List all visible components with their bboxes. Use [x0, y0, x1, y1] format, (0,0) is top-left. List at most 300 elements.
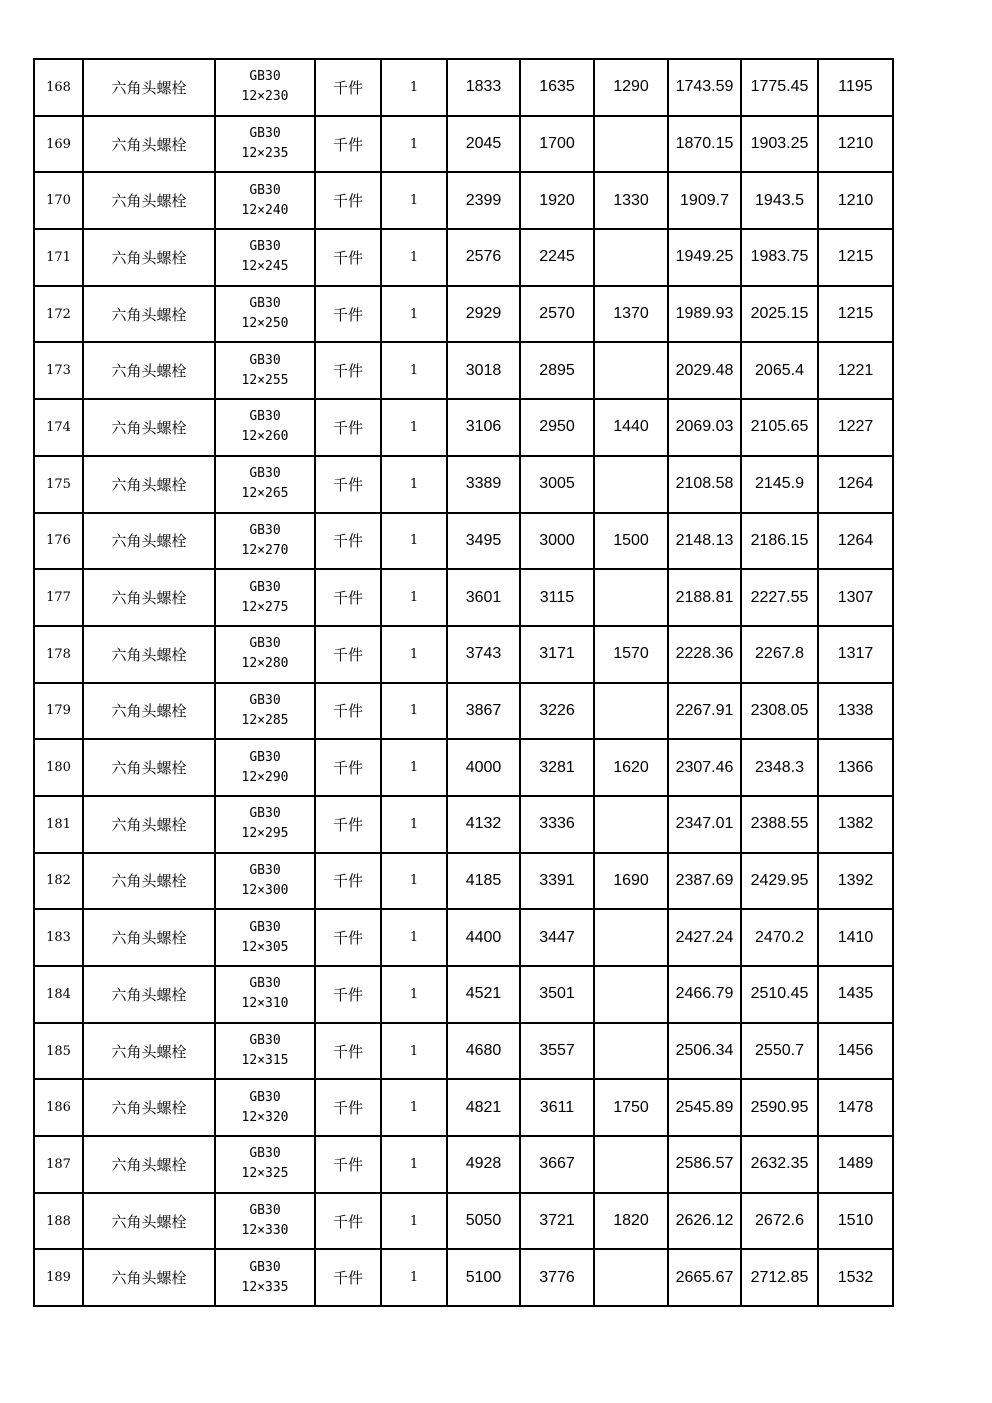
cell-value-6: 1215	[818, 286, 893, 343]
cell-value-1: 3389	[447, 456, 520, 513]
table-row	[34, 853, 893, 910]
spec-standard: GB30	[249, 466, 281, 482]
cell-value-2: 2245	[520, 229, 594, 286]
cell-value-5: 2632.35	[741, 1136, 818, 1193]
cell-quantity: 1	[381, 626, 447, 683]
cell-quantity: 1	[381, 1249, 447, 1306]
cell-value-4: 2387.69	[668, 853, 741, 910]
spec-standard: GB30	[249, 239, 281, 255]
spec-size: 12×315	[241, 1053, 289, 1069]
cell-number: 183	[34, 909, 83, 966]
cell-value-2: 3005	[520, 456, 594, 513]
cell-product-name: 六角头螺栓	[83, 739, 215, 796]
cell-number: 178	[34, 626, 83, 683]
cell-specification	[215, 229, 315, 286]
cell-product-name: 六角头螺栓	[83, 1023, 215, 1080]
spec-size: 12×235	[241, 146, 289, 162]
cell-value-1: 4000	[447, 739, 520, 796]
cell-value-3: 1750	[594, 1079, 668, 1136]
cell-quantity: 1	[381, 683, 447, 740]
cell-quantity: 1	[381, 399, 447, 456]
cell-value-1: 3601	[447, 569, 520, 626]
table-row	[34, 513, 893, 570]
spec-size: 12×240	[241, 202, 289, 218]
cell-value-2: 3336	[520, 796, 594, 853]
cell-value-6: 1392	[818, 853, 893, 910]
cell-value-3: 1290	[594, 59, 668, 116]
cell-value-6: 1410	[818, 909, 893, 966]
spec-size: 12×260	[241, 429, 289, 445]
cell-value-6: 1210	[818, 172, 893, 229]
spec-standard: GB30	[249, 806, 281, 822]
cell-specification	[215, 1023, 315, 1080]
cell-value-1: 4521	[447, 966, 520, 1023]
cell-product-name: 六角头螺栓	[83, 399, 215, 456]
cell-product-name: 六角头螺栓	[83, 966, 215, 1023]
cell-value-1: 4928	[447, 1136, 520, 1193]
cell-value-6: 1264	[818, 513, 893, 570]
cell-value-6: 1307	[818, 569, 893, 626]
cell-value-3	[594, 966, 668, 1023]
cell-specification	[215, 683, 315, 740]
cell-unit: 千件	[315, 1249, 381, 1306]
cell-unit: 千件	[315, 513, 381, 570]
spec-standard: GB30	[249, 409, 281, 425]
spec-size: 12×310	[241, 996, 289, 1012]
cell-value-2: 3667	[520, 1136, 594, 1193]
table-row	[34, 116, 893, 173]
cell-value-2: 3171	[520, 626, 594, 683]
spec-standard: GB30	[249, 182, 281, 198]
cell-number: 189	[34, 1249, 83, 1306]
table-row	[34, 456, 893, 513]
cell-number: 169	[34, 116, 83, 173]
table-row	[34, 1079, 893, 1136]
cell-value-5: 2470.2	[741, 909, 818, 966]
cell-specification	[215, 1079, 315, 1136]
cell-quantity: 1	[381, 1079, 447, 1136]
cell-value-5: 2388.55	[741, 796, 818, 853]
cell-value-5: 2510.45	[741, 966, 818, 1023]
cell-value-1: 4132	[447, 796, 520, 853]
spec-standard: GB30	[249, 522, 281, 538]
cell-specification	[215, 513, 315, 570]
cell-unit: 千件	[315, 399, 381, 456]
spec-standard: GB30	[249, 1146, 281, 1162]
cell-specification	[215, 1249, 315, 1306]
cell-specification	[215, 853, 315, 910]
cell-value-3	[594, 796, 668, 853]
cell-value-3: 1690	[594, 853, 668, 910]
cell-unit: 千件	[315, 1023, 381, 1080]
cell-quantity: 1	[381, 172, 447, 229]
cell-value-3: 1620	[594, 739, 668, 796]
cell-value-1: 4680	[447, 1023, 520, 1080]
cell-specification	[215, 1136, 315, 1193]
cell-value-3: 1500	[594, 513, 668, 570]
cell-value-6: 1264	[818, 456, 893, 513]
cell-product-name: 六角头螺栓	[83, 683, 215, 740]
cell-value-2: 3501	[520, 966, 594, 1023]
cell-value-5: 2186.15	[741, 513, 818, 570]
table-row	[34, 966, 893, 1023]
cell-unit: 千件	[315, 229, 381, 286]
cell-product-name: 六角头螺栓	[83, 116, 215, 173]
cell-value-3	[594, 1249, 668, 1306]
cell-value-3: 1370	[594, 286, 668, 343]
cell-value-6: 1382	[818, 796, 893, 853]
cell-value-4: 2267.91	[668, 683, 741, 740]
cell-value-1: 5100	[447, 1249, 520, 1306]
cell-value-6: 1435	[818, 966, 893, 1023]
cell-value-1: 2045	[447, 116, 520, 173]
cell-product-name: 六角头螺栓	[83, 456, 215, 513]
table-row	[34, 626, 893, 683]
cell-value-5: 2429.95	[741, 853, 818, 910]
cell-value-1: 4400	[447, 909, 520, 966]
cell-quantity: 1	[381, 342, 447, 399]
cell-number: 172	[34, 286, 83, 343]
table-row	[34, 796, 893, 853]
cell-product-name: 六角头螺栓	[83, 796, 215, 853]
cell-value-4: 2665.67	[668, 1249, 741, 1306]
cell-value-2: 3391	[520, 853, 594, 910]
cell-product-name: 六角头螺栓	[83, 853, 215, 910]
cell-value-2: 3000	[520, 513, 594, 570]
cell-value-1: 3018	[447, 342, 520, 399]
cell-number: 188	[34, 1193, 83, 1250]
cell-number: 170	[34, 172, 83, 229]
cell-specification	[215, 626, 315, 683]
cell-number: 173	[34, 342, 83, 399]
cell-specification	[215, 569, 315, 626]
cell-product-name: 六角头螺栓	[83, 229, 215, 286]
cell-number: 179	[34, 683, 83, 740]
cell-value-4: 2427.24	[668, 909, 741, 966]
cell-value-6: 1338	[818, 683, 893, 740]
cell-value-3	[594, 909, 668, 966]
cell-specification	[215, 966, 315, 1023]
cell-specification	[215, 59, 315, 116]
cell-quantity: 1	[381, 1136, 447, 1193]
cell-unit: 千件	[315, 739, 381, 796]
spec-size: 12×275	[241, 599, 289, 615]
cell-value-5: 2065.4	[741, 342, 818, 399]
cell-value-5: 2550.7	[741, 1023, 818, 1080]
cell-value-1: 3495	[447, 513, 520, 570]
spec-standard: GB30	[249, 636, 281, 652]
table-row	[34, 172, 893, 229]
cell-number: 187	[34, 1136, 83, 1193]
cell-value-2: 3115	[520, 569, 594, 626]
cell-unit: 千件	[315, 796, 381, 853]
spec-size: 12×335	[241, 1279, 289, 1295]
cell-value-5: 2672.6	[741, 1193, 818, 1250]
cell-value-3	[594, 569, 668, 626]
cell-value-4: 2148.13	[668, 513, 741, 570]
cell-unit: 千件	[315, 59, 381, 116]
cell-specification	[215, 456, 315, 513]
cell-number: 186	[34, 1079, 83, 1136]
cell-quantity: 1	[381, 286, 447, 343]
cell-number: 180	[34, 739, 83, 796]
cell-value-4: 2108.58	[668, 456, 741, 513]
cell-value-6: 1489	[818, 1136, 893, 1193]
cell-product-name: 六角头螺栓	[83, 286, 215, 343]
spec-size: 12×255	[241, 372, 289, 388]
spec-standard: GB30	[249, 976, 281, 992]
cell-quantity: 1	[381, 229, 447, 286]
cell-quantity: 1	[381, 966, 447, 1023]
spec-size: 12×320	[241, 1109, 289, 1125]
spec-standard: GB30	[249, 579, 281, 595]
spec-standard: GB30	[249, 352, 281, 368]
cell-value-6: 1215	[818, 229, 893, 286]
cell-product-name: 六角头螺栓	[83, 172, 215, 229]
cell-unit: 千件	[315, 1136, 381, 1193]
cell-number: 171	[34, 229, 83, 286]
cell-value-5: 2227.55	[741, 569, 818, 626]
cell-unit: 千件	[315, 456, 381, 513]
cell-product-name: 六角头螺栓	[83, 513, 215, 570]
cell-value-5: 2712.85	[741, 1249, 818, 1306]
table-row	[34, 1193, 893, 1250]
spec-size: 12×300	[241, 882, 289, 898]
table-row	[34, 229, 893, 286]
cell-value-5: 2267.8	[741, 626, 818, 683]
cell-product-name: 六角头螺栓	[83, 626, 215, 683]
spec-standard: GB30	[249, 919, 281, 935]
cell-value-4: 2545.89	[668, 1079, 741, 1136]
cell-value-2: 3281	[520, 739, 594, 796]
cell-value-3	[594, 1023, 668, 1080]
cell-unit: 千件	[315, 286, 381, 343]
cell-specification	[215, 116, 315, 173]
cell-value-3	[594, 1136, 668, 1193]
cell-value-1: 4185	[447, 853, 520, 910]
cell-value-1: 3106	[447, 399, 520, 456]
spec-standard: GB30	[249, 296, 281, 312]
cell-value-2: 2950	[520, 399, 594, 456]
cell-product-name: 六角头螺栓	[83, 1193, 215, 1250]
cell-value-5: 1903.25	[741, 116, 818, 173]
cell-specification	[215, 286, 315, 343]
cell-value-4: 1870.15	[668, 116, 741, 173]
cell-value-5: 1983.75	[741, 229, 818, 286]
cell-value-4: 2506.34	[668, 1023, 741, 1080]
spec-size: 12×265	[241, 486, 289, 502]
cell-unit: 千件	[315, 569, 381, 626]
table-row	[34, 1249, 893, 1306]
table-body	[34, 59, 893, 1306]
cell-quantity: 1	[381, 853, 447, 910]
cell-value-4: 2029.48	[668, 342, 741, 399]
spec-size: 12×250	[241, 316, 289, 332]
table-row	[34, 1023, 893, 1080]
spec-standard: GB30	[249, 1089, 281, 1105]
cell-value-2: 3611	[520, 1079, 594, 1136]
cell-value-2: 1920	[520, 172, 594, 229]
cell-product-name: 六角头螺栓	[83, 1136, 215, 1193]
cell-value-4: 2188.81	[668, 569, 741, 626]
spec-size: 12×295	[241, 826, 289, 842]
cell-specification	[215, 342, 315, 399]
cell-number: 182	[34, 853, 83, 910]
spec-size: 12×325	[241, 1166, 289, 1182]
cell-unit: 千件	[315, 116, 381, 173]
cell-number: 184	[34, 966, 83, 1023]
cell-specification	[215, 739, 315, 796]
cell-value-6: 1456	[818, 1023, 893, 1080]
cell-value-4: 1989.93	[668, 286, 741, 343]
cell-value-3: 1820	[594, 1193, 668, 1250]
cell-unit: 千件	[315, 966, 381, 1023]
spec-size: 12×270	[241, 542, 289, 558]
spec-size: 12×330	[241, 1223, 289, 1239]
cell-value-4: 2626.12	[668, 1193, 741, 1250]
cell-value-2: 3226	[520, 683, 594, 740]
cell-value-2: 1700	[520, 116, 594, 173]
table-row	[34, 59, 893, 116]
spec-standard: GB30	[249, 862, 281, 878]
cell-value-6: 1210	[818, 116, 893, 173]
spec-standard: GB30	[249, 126, 281, 142]
cell-number: 168	[34, 59, 83, 116]
cell-value-2: 3447	[520, 909, 594, 966]
cell-unit: 千件	[315, 342, 381, 399]
cell-value-3	[594, 116, 668, 173]
cell-unit: 千件	[315, 853, 381, 910]
spec-standard: GB30	[249, 692, 281, 708]
cell-value-5: 2348.3	[741, 739, 818, 796]
cell-quantity: 1	[381, 116, 447, 173]
cell-value-4: 2307.46	[668, 739, 741, 796]
cell-quantity: 1	[381, 569, 447, 626]
cell-value-5: 2025.15	[741, 286, 818, 343]
cell-value-5: 2590.95	[741, 1079, 818, 1136]
cell-value-2: 2895	[520, 342, 594, 399]
cell-product-name: 六角头螺栓	[83, 59, 215, 116]
cell-value-5: 1943.5	[741, 172, 818, 229]
cell-value-3: 1330	[594, 172, 668, 229]
cell-value-1: 3743	[447, 626, 520, 683]
spec-standard: GB30	[249, 749, 281, 765]
cell-value-5: 1775.45	[741, 59, 818, 116]
cell-value-6: 1195	[818, 59, 893, 116]
cell-value-3	[594, 342, 668, 399]
cell-value-5: 2145.9	[741, 456, 818, 513]
spec-size: 12×285	[241, 712, 289, 728]
cell-value-1: 3867	[447, 683, 520, 740]
cell-product-name: 六角头螺栓	[83, 569, 215, 626]
cell-quantity: 1	[381, 1023, 447, 1080]
cell-specification	[215, 399, 315, 456]
cell-unit: 千件	[315, 683, 381, 740]
cell-number: 181	[34, 796, 83, 853]
cell-value-6: 1510	[818, 1193, 893, 1250]
cell-unit: 千件	[315, 626, 381, 683]
spec-standard: GB30	[249, 69, 281, 85]
cell-quantity: 1	[381, 739, 447, 796]
cell-value-4: 2069.03	[668, 399, 741, 456]
cell-value-4: 2347.01	[668, 796, 741, 853]
spec-standard: GB30	[249, 1259, 281, 1275]
cell-number: 176	[34, 513, 83, 570]
cell-value-4: 1743.59	[668, 59, 741, 116]
cell-number: 177	[34, 569, 83, 626]
cell-value-6: 1221	[818, 342, 893, 399]
cell-value-6: 1227	[818, 399, 893, 456]
cell-specification	[215, 1193, 315, 1250]
cell-value-2: 3721	[520, 1193, 594, 1250]
table-row	[34, 569, 893, 626]
spec-size: 12×245	[241, 259, 289, 275]
cell-unit: 千件	[315, 1079, 381, 1136]
cell-unit: 千件	[315, 172, 381, 229]
cell-value-1: 1833	[447, 59, 520, 116]
cell-product-name: 六角头螺栓	[83, 1249, 215, 1306]
cell-product-name: 六角头螺栓	[83, 1079, 215, 1136]
cell-value-5: 2105.65	[741, 399, 818, 456]
cell-value-1: 2929	[447, 286, 520, 343]
spec-size: 12×230	[241, 89, 289, 105]
spec-size: 12×290	[241, 769, 289, 785]
cell-value-1: 5050	[447, 1193, 520, 1250]
cell-quantity: 1	[381, 909, 447, 966]
spec-size: 12×280	[241, 656, 289, 672]
cell-value-1: 2576	[447, 229, 520, 286]
cell-value-1: 4821	[447, 1079, 520, 1136]
table-row	[34, 739, 893, 796]
cell-value-6: 1366	[818, 739, 893, 796]
spec-standard: GB30	[249, 1033, 281, 1049]
cell-value-3: 1440	[594, 399, 668, 456]
cell-value-3: 1570	[594, 626, 668, 683]
table-row	[34, 342, 893, 399]
cell-value-6: 1317	[818, 626, 893, 683]
cell-value-4: 1909.7	[668, 172, 741, 229]
cell-unit: 千件	[315, 1193, 381, 1250]
cell-quantity: 1	[381, 59, 447, 116]
cell-value-1: 2399	[447, 172, 520, 229]
cell-value-6: 1532	[818, 1249, 893, 1306]
table-row	[34, 683, 893, 740]
cell-quantity: 1	[381, 796, 447, 853]
cell-value-2: 3557	[520, 1023, 594, 1080]
price-table	[33, 58, 894, 1307]
cell-specification	[215, 909, 315, 966]
cell-value-2: 3776	[520, 1249, 594, 1306]
cell-value-2: 2570	[520, 286, 594, 343]
spec-standard: GB30	[249, 1203, 281, 1219]
cell-number: 175	[34, 456, 83, 513]
cell-specification	[215, 172, 315, 229]
cell-quantity: 1	[381, 1193, 447, 1250]
cell-unit: 千件	[315, 909, 381, 966]
cell-value-3	[594, 229, 668, 286]
cell-specification	[215, 796, 315, 853]
cell-value-6: 1478	[818, 1079, 893, 1136]
cell-value-3	[594, 683, 668, 740]
cell-value-4: 2586.57	[668, 1136, 741, 1193]
table-row	[34, 909, 893, 966]
table-row	[34, 286, 893, 343]
cell-value-4: 1949.25	[668, 229, 741, 286]
spec-size: 12×305	[241, 939, 289, 955]
cell-number: 185	[34, 1023, 83, 1080]
cell-value-5: 2308.05	[741, 683, 818, 740]
cell-product-name: 六角头螺栓	[83, 909, 215, 966]
